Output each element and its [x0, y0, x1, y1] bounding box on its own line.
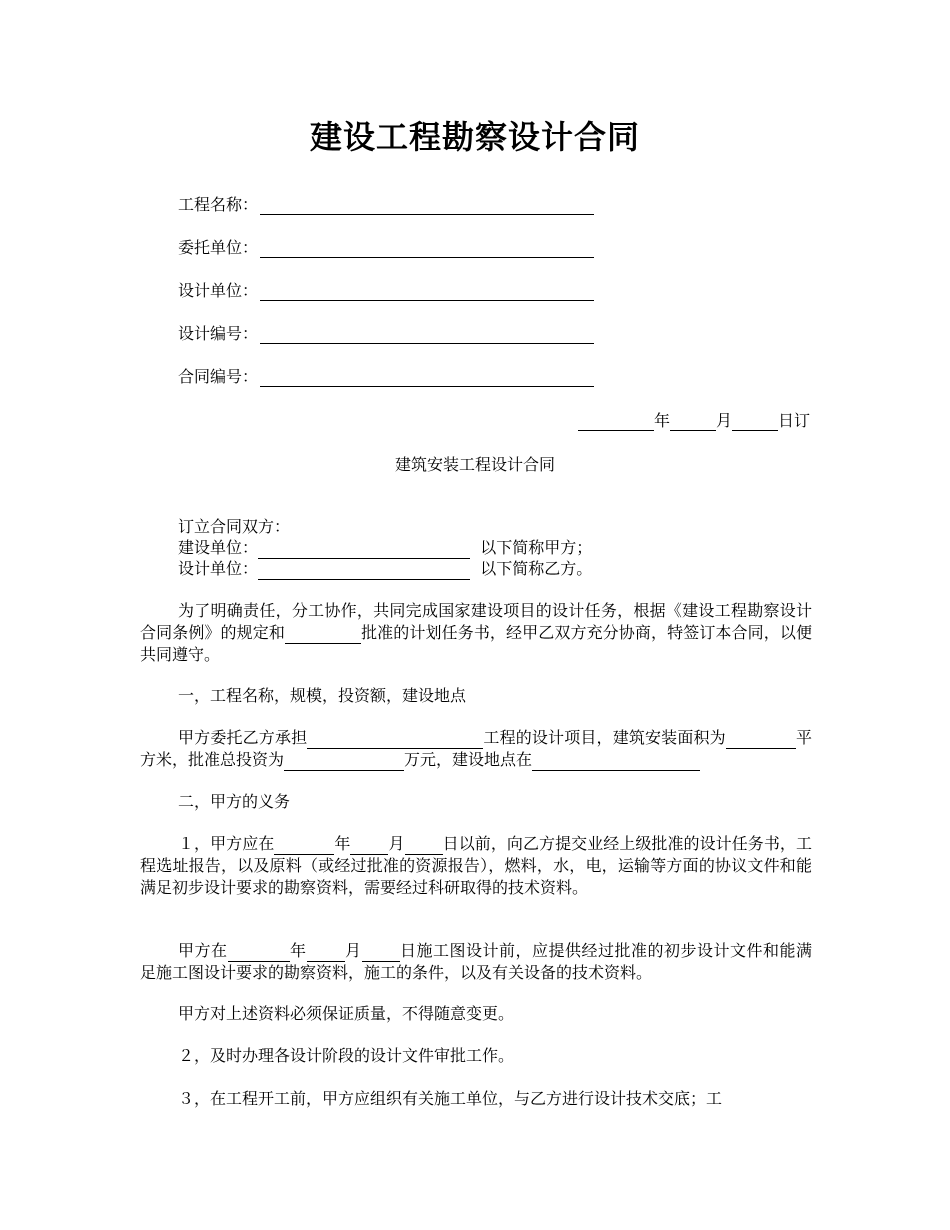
item1b-month: 月: [344, 941, 362, 960]
field-design-number: [178, 321, 594, 345]
fill-in-line: [260, 280, 594, 301]
field-label: 合同编号：: [178, 367, 259, 386]
item1b-day-blank: [362, 943, 400, 962]
s1-text-b: 工程的设计项目，建筑安装面积为: [483, 728, 726, 747]
blank-year: [578, 412, 654, 431]
field-design-unit: [178, 278, 594, 302]
owner-blank: [258, 540, 470, 559]
item-1b: [140, 940, 812, 984]
document-subtitle: 建筑安装工程设计合同: [394, 455, 555, 474]
intro-text-2: 批准的计划任务书，经甲乙双方充分协商，特签订本合同，以便共同遵守。: [140, 623, 812, 664]
month-label: 月: [715, 411, 732, 430]
fill-in-line: [260, 194, 594, 215]
location-blank: [532, 752, 700, 771]
party-designer: [178, 558, 592, 580]
fill-in-line: [260, 366, 594, 387]
field-label: 工程名称：: [178, 195, 259, 214]
field-label: 委托单位：: [178, 238, 259, 257]
quality-note: 甲方对上述资料必须保证质量，不得随意变更。: [178, 1004, 515, 1023]
item1b-year-blank: [228, 943, 290, 962]
day-label: 日订: [777, 411, 810, 430]
owner-label: 建设单位：: [178, 538, 259, 557]
owner-suffix: 以下简称甲方；: [480, 538, 593, 557]
year-label: 年: [653, 411, 670, 430]
section-2-title: 二，甲方的义务: [178, 792, 291, 811]
project-blank: [307, 730, 483, 749]
fill-in-line: [260, 323, 594, 344]
item1-text-a: １，甲方应在: [178, 834, 275, 853]
approver-blank: [285, 625, 361, 644]
field-label: 设计单位：: [178, 281, 259, 300]
field-contract-number: [178, 364, 594, 388]
blank-day: [732, 412, 778, 431]
item-1: [140, 833, 812, 899]
s1-text-c: 平方米，批准总投资为: [140, 728, 812, 769]
section-1-body: [140, 727, 812, 771]
document-title: 建设工程勘察设计合同: [309, 118, 640, 156]
item1-year-blank: [274, 836, 334, 855]
section-1-title: 一，工程名称，规模，投资额，建设地点: [178, 686, 467, 705]
item1-year: 年: [334, 834, 351, 853]
signing-date: [578, 408, 810, 431]
s1-text-a: 甲方委托乙方承担: [178, 728, 308, 747]
item1b-text-b: 日施工图设计前，应提供经过批准的初步设计文件和能满足施工图设计要求的勘察资料，施工的条件，以及有关设备的技术资料。: [140, 941, 812, 982]
parties-heading: 订立合同双方：: [178, 517, 291, 536]
item-3: ３，在工程开工前，甲方应组织有关施工单位，与乙方进行设计技术交底；工: [178, 1089, 723, 1108]
item1-month: 月: [388, 834, 405, 853]
s1-text-d: 万元，建设地点在: [404, 750, 533, 769]
intro-paragraph: [140, 600, 812, 666]
designer-suffix: 以下简称乙方。: [480, 559, 593, 578]
area-blank-1: [726, 730, 752, 749]
item1b-year: 年: [289, 941, 307, 960]
area-blank-2: [752, 730, 796, 749]
item1-text-b: 日以前，向乙方提交业经上级批准的设计任务书，工程选址报告，以及原料（或经过批准的资源报告），燃料，水，电，运输等方面的协议文件和能满足初步设计要求的勘察资料，需要经过科研取得的技术资料。: [140, 834, 812, 897]
field-client-unit: [178, 235, 594, 259]
investment-blank: [284, 752, 404, 771]
item1-day-blank: [405, 836, 443, 855]
item1b-month-blank: [307, 943, 345, 962]
item-2: ２，及时办理各设计阶段的设计文件审批工作。: [178, 1046, 515, 1065]
blank-month: [670, 412, 716, 431]
item1-month-blank: [350, 836, 388, 855]
intro-text-1: 为了明确责任，分工协作，共同完成国家建设项目的设计任务，根据《建设工程勘察设计合同条例》的规定和: [140, 601, 812, 642]
fill-in-line: [260, 237, 594, 258]
field-label: 设计编号：: [178, 324, 259, 343]
designer-blank: [258, 561, 470, 580]
item1b-text-a: 甲方在: [178, 941, 228, 960]
party-owner: [178, 537, 592, 559]
designer-label: 设计单位：: [178, 559, 259, 578]
field-project-name: [178, 192, 594, 216]
